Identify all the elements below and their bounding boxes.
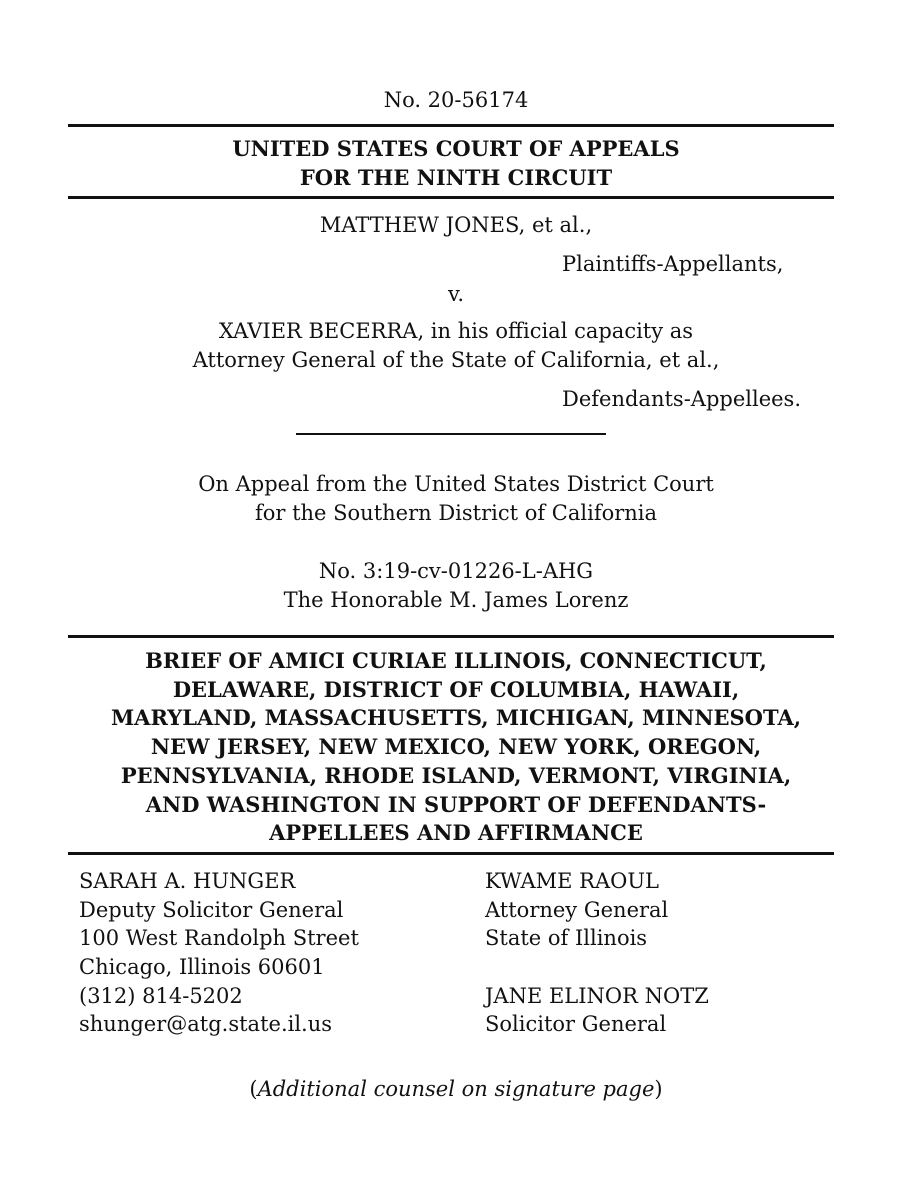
brief-title-line: NEW JERSEY, NEW MEXICO, NEW YORK, OREGON, bbox=[150, 734, 762, 760]
brief-top-rule bbox=[68, 635, 834, 638]
counsel-left-block bbox=[79, 867, 359, 1039]
defendant-role: Defendants-Appellees. bbox=[562, 387, 802, 411]
counsel-right-name: KWAME RAOUL bbox=[485, 869, 659, 893]
appeal-line2: for the Southern District of California bbox=[254, 501, 658, 525]
brief-title-line: PENNSYLVANIA, RHODE ISLAND, VERMONT, VIRGINIA, bbox=[120, 762, 792, 788]
court-name-line1: UNITED STATES COURT OF APPEALS bbox=[232, 136, 680, 161]
counsel-right-state: State of Illinois bbox=[485, 926, 648, 951]
brief-title-line: APPELLEES AND AFFIRMANCE bbox=[269, 820, 643, 846]
counsel-right-title2: Solicitor General bbox=[485, 1012, 667, 1037]
plaintiff-role: Plaintiffs-Appellants, bbox=[562, 252, 784, 276]
counsel-right-title: Attorney General bbox=[485, 897, 669, 922]
brief-title-line: AND WASHINGTON IN SUPPORT OF DEFENDANTS- bbox=[145, 791, 767, 817]
brief-title-line: BRIEF OF AMICI CURIAE ILLINOIS, CONNECTICUT, bbox=[145, 648, 767, 673]
court-name-line2: FOR THE NINTH CIRCUIT bbox=[299, 165, 613, 190]
counsel-left-city: Chicago, Illinois 60601 bbox=[79, 955, 325, 980]
brief-title-line: DELAWARE, DISTRICT OF COLUMBIA, HAWAII, bbox=[172, 676, 740, 702]
additional-counsel-text: Additional counsel on signature page bbox=[257, 1077, 655, 1101]
top-rule bbox=[68, 124, 834, 127]
counsel-left-email[interactable]: shunger@atg.state.il.us bbox=[79, 1012, 333, 1037]
counsel-right-name2: JANE ELINOR NOTZ bbox=[485, 983, 709, 1008]
party-divider bbox=[296, 433, 606, 435]
open-paren: ( bbox=[249, 1077, 258, 1101]
counsel-left-title: Deputy Solicitor General bbox=[79, 897, 344, 922]
district-case-number: No. 3:19-cv-01226-L-AHG bbox=[318, 559, 594, 583]
brief-title bbox=[60, 647, 852, 848]
counsel-right-block bbox=[485, 867, 709, 1039]
counsel-right-spacer bbox=[485, 953, 709, 982]
brief-bottom-rule bbox=[68, 852, 834, 855]
counsel-left-name: SARAH A. HUNGER bbox=[79, 869, 296, 893]
defendant-line1: XAVIER BECERRA, in his official capacity as bbox=[218, 319, 694, 343]
counsel-left-street: 100 West Randolph Street bbox=[79, 926, 359, 951]
defendant-line2: Attorney General of the State of California, et al., bbox=[192, 348, 720, 372]
versus: v. bbox=[447, 282, 465, 306]
brief-title-line: MARYLAND, MASSACHUSETTS, MICHIGAN, MINNESOTA, bbox=[110, 705, 802, 731]
appeal-line1: On Appeal from the United States District Court bbox=[198, 472, 714, 496]
judge-name: The Honorable M. James Lorenz bbox=[283, 588, 629, 612]
close-paren: ) bbox=[654, 1077, 663, 1101]
counsel-left-phone: (312) 814-5202 bbox=[79, 983, 243, 1008]
case-number: No. 20-56174 bbox=[383, 88, 529, 112]
additional-counsel-note bbox=[0, 1075, 912, 1104]
court-rule bbox=[68, 196, 834, 199]
plaintiff-name: MATTHEW JONES, et al., bbox=[319, 213, 593, 237]
